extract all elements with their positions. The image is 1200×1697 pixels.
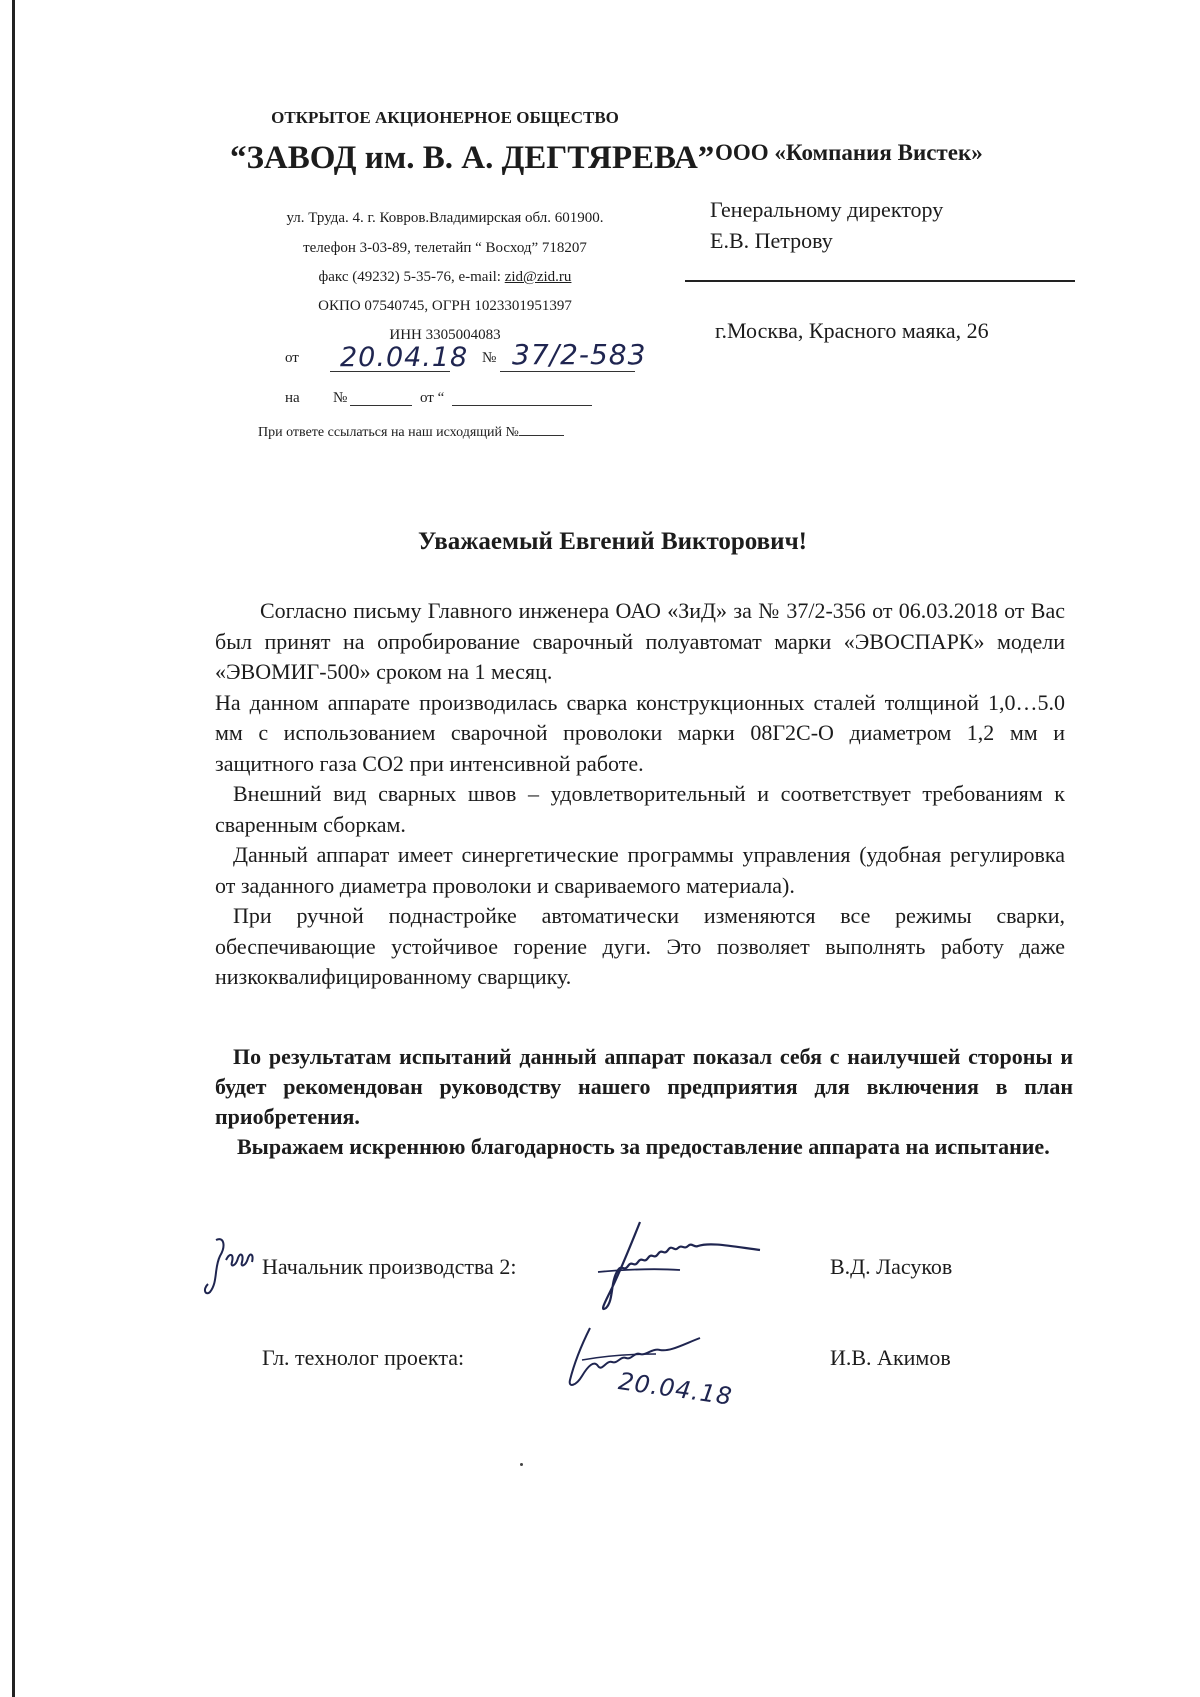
closing-paragraph: По результатам испытаний данный аппарат показал себя с наилучшей стороны и будет рекомендован руководству нашего предприятия для включения в план приобретения. [215,1044,1073,1129]
recipient-divider [685,280,1075,282]
sender-org-name: “ЗАВОД им. В. А. ДЕГТЯРЕВА” [230,140,715,176]
to-label: на [285,390,300,406]
signer1-role: Начальник производства 2: [262,1254,517,1279]
recipient-company: ООО «Компания Вистек» [715,140,983,165]
recipient-title: Генеральному директору [710,197,944,222]
signer2-date: 20.04.18 [616,1367,735,1411]
scan-edge [12,0,15,1697]
body-paragraph: Данный аппарат имеет синергетические программы управления (удобная регулировка от заданного диаметра проволоки и свариваемого материала). [215,842,1065,898]
to-number-label: № [333,390,348,406]
sender-org-type: ОТКРЫТОЕ АКЦИОНЕРНОЕ ОБЩЕСТВО [271,108,619,127]
sender-phone: телефон 3-03-89, телетайп “ Восход” 718207 [303,240,587,256]
to-from-label: от “ [420,390,445,406]
sender-inn: ИНН 3305004083 [389,327,501,343]
reply-note-line [519,435,564,436]
outgoing-number: 37/2-583 [512,338,647,371]
body-paragraph: Внешний вид сварных швов – удовлетворительный и соответствует требованиям к сваренным сборкам. [215,781,1065,837]
body-paragraph: Согласно письму Главного инженера ОАО «ЗиД» за № 37/2-356 от 06.03.2018 от Вас был принят на опробирование сварочный полуавтомат марки «ЭВОСПАРК» модели «ЭВОМИГ-500» сроком на 1 месяц. [215,598,1065,684]
to-number-line [350,405,412,406]
signer1-signature [570,1212,770,1322]
recipient-person: Е.В. Петрову [710,228,833,253]
sender-okpo: ОКПО 07540745, ОГРН 1023301951397 [318,298,572,314]
outgoing-date: 20.04.18 [340,342,469,373]
closing-paragraph: Выражаем искреннюю благодарность за предоставление аппарата на испытание. [237,1134,1050,1159]
signer1-name: В.Д. Ласуков [830,1254,953,1279]
body-paragraph: При ручной поднастройке автоматически изменяются все режимы сварки, обеспечивающие устойчивое горение дуги. Это позволяет выполнять работу даже низкоквалифицированному сварщику. [215,903,1065,989]
number-underline [500,371,635,372]
sender-fax-text: факс (49232) 5-35-76, e-mail: [318,269,505,285]
number-label: № [482,350,497,366]
recipient-address: г.Москва, Красного маяка, 26 [715,318,989,343]
signer2-role: Гл. технолог проекта: [262,1345,465,1370]
initials-mark [196,1232,266,1302]
letter-closing [215,1042,1073,1162]
body-paragraph: На данном аппарате производилась сварка конструкционных сталей толщиной 1,0…5.0 мм с использованием сварочной проволоки марки 08Г2С-О диаметром 1,2 мм и защитного газа СО2 при интенсивной работе. [215,689,1065,776]
sender-fax [240,269,650,286]
letter-body [215,596,1065,993]
signer2-name: И.В. Акимов [830,1345,951,1370]
reply-note [258,425,564,441]
scan-speck [520,1463,523,1466]
sender-address: ул. Труда. 4. г. Ковров.Владимирская обл. 601900. [286,210,604,226]
from-label: от [285,350,299,366]
letter-greeting: Уважаемый Евгений Викторович! [417,528,808,555]
sender-email-link[interactable]: zid@zid.ru [504,269,572,285]
to-from-line [452,405,592,406]
reply-note-text: При ответе ссылаться на наш исходящий № [258,425,519,440]
